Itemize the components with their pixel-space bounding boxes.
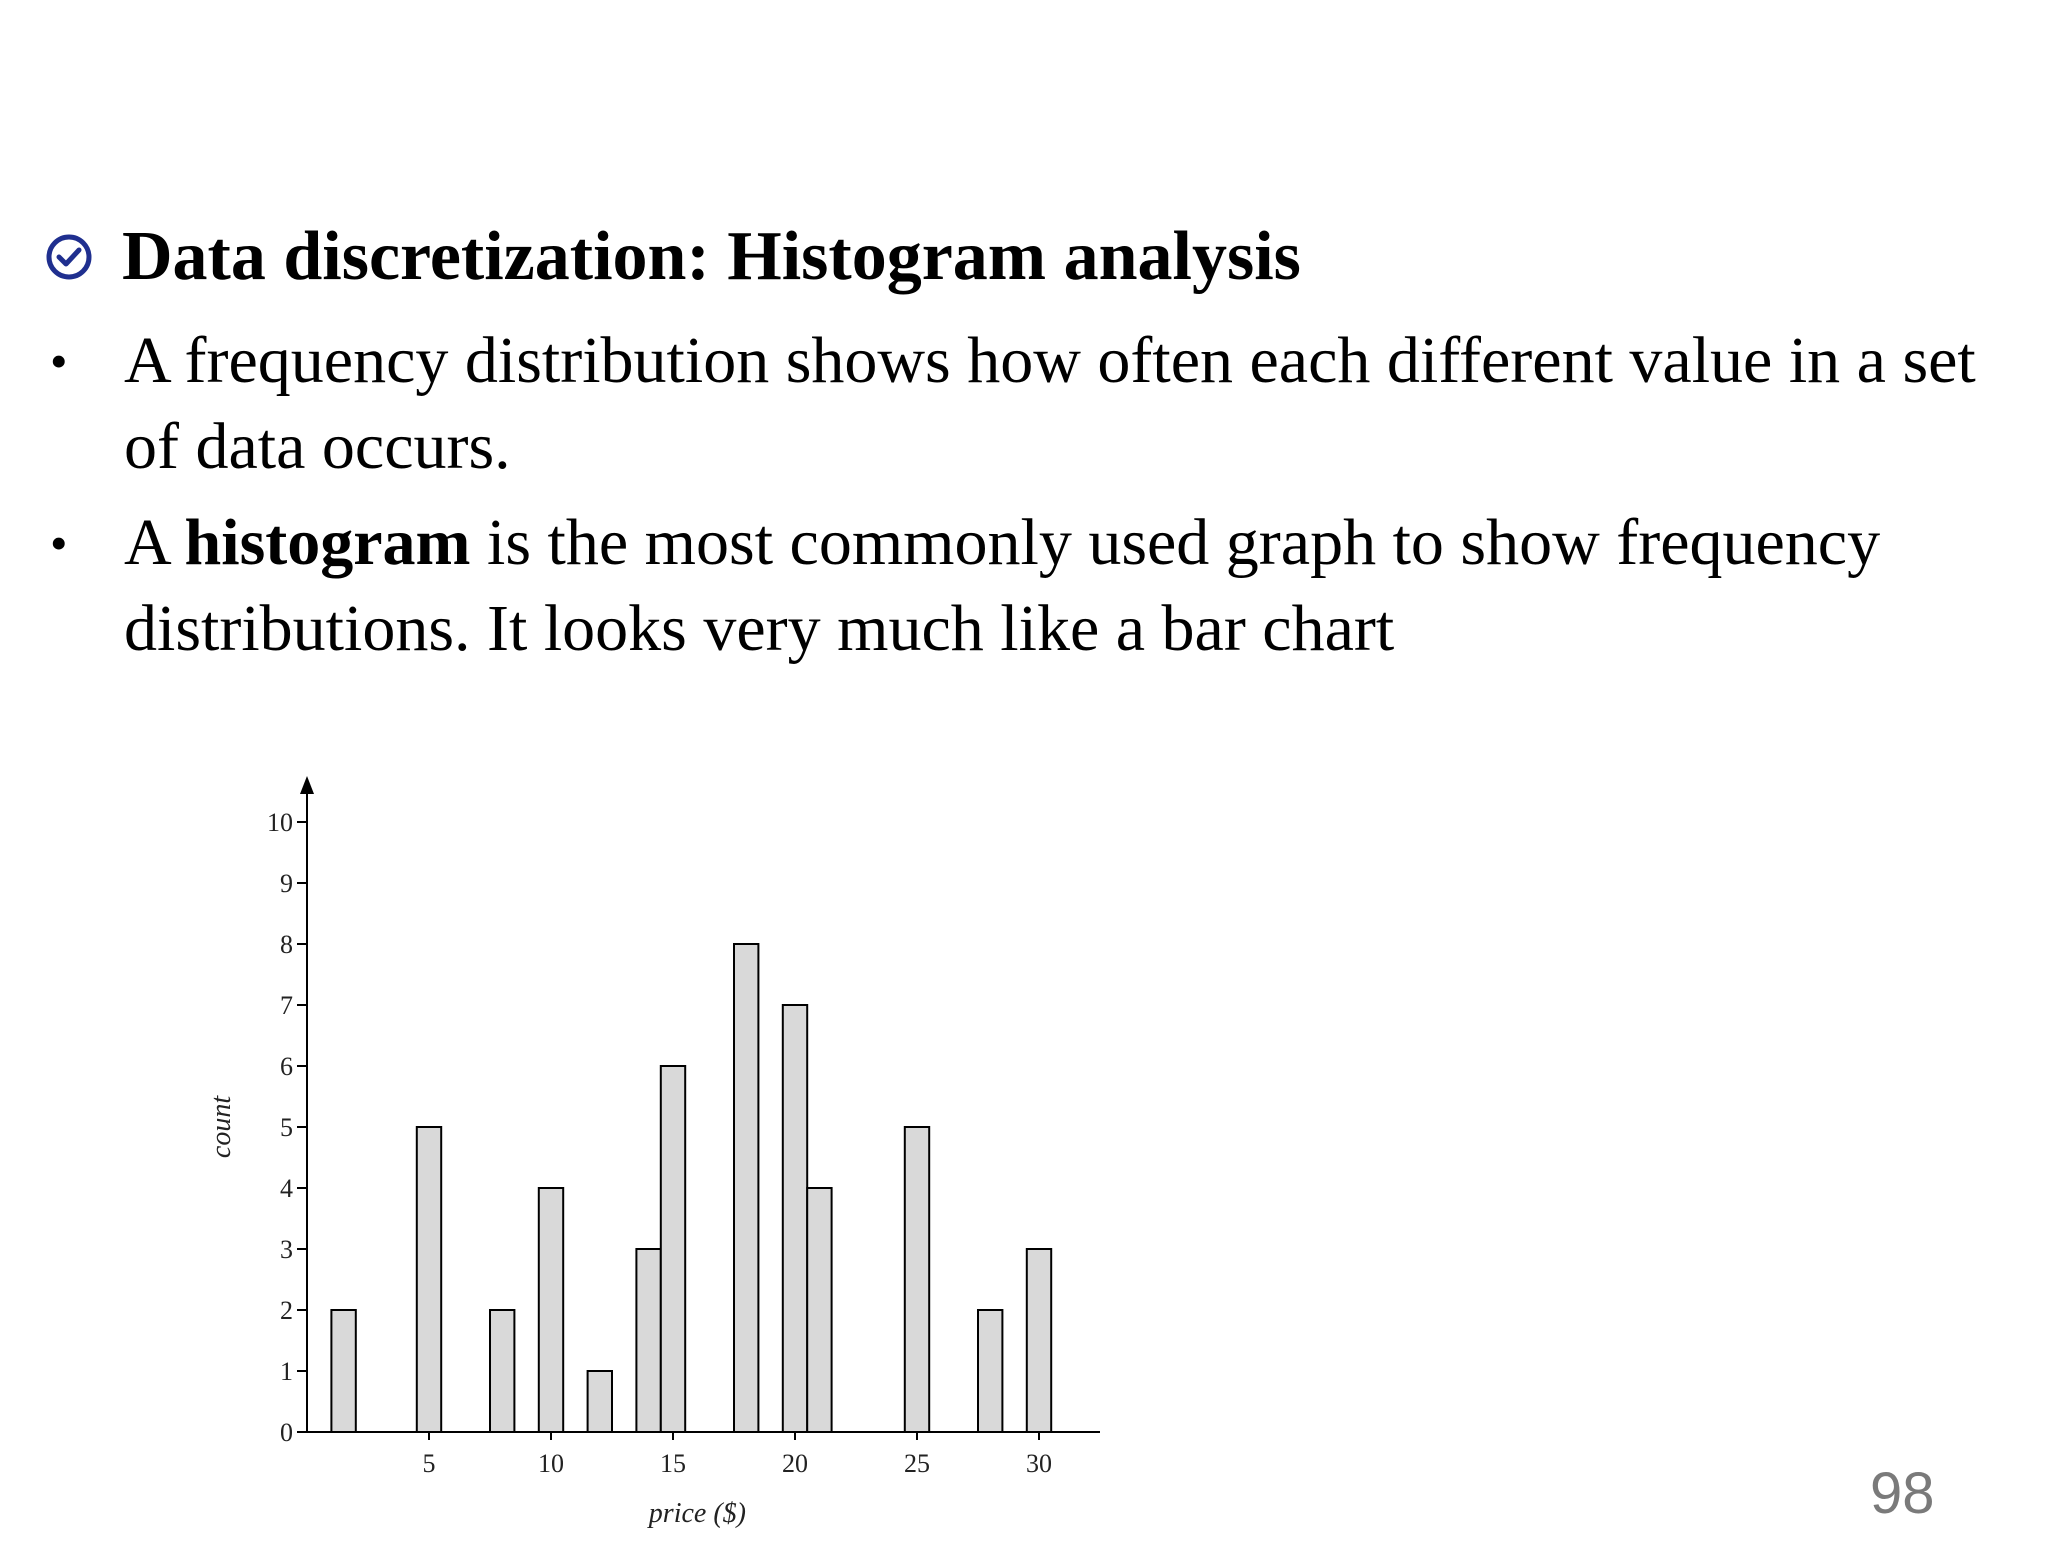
y-tick-label: 2: [280, 1296, 293, 1325]
y-tick-label: 4: [280, 1174, 293, 1203]
y-tick-label: 6: [280, 1052, 293, 1081]
y-tick-label: 10: [267, 808, 293, 837]
histogram-bar: [490, 1310, 514, 1432]
bullet-text: A frequency distribution shows how often each different value in a set of data occurs.: [124, 324, 1976, 483]
y-tick-label: 3: [280, 1235, 293, 1264]
y-tick-label: 1: [280, 1357, 293, 1386]
slide-heading: [44, 218, 1301, 295]
histogram-bar: [807, 1188, 831, 1432]
check-circle-icon: [44, 232, 94, 282]
x-tick-label: 15: [660, 1449, 686, 1478]
x-tick-label: 30: [1026, 1449, 1052, 1478]
x-tick-label: 25: [904, 1449, 930, 1478]
histogram-bar: [417, 1127, 441, 1432]
bullet-item: [44, 500, 2004, 672]
histogram-bar: [978, 1310, 1002, 1432]
histogram-bar: [734, 944, 758, 1432]
bullet-text-prefix: A: [124, 506, 185, 579]
y-tick-label: 8: [280, 930, 293, 959]
histogram-bar: [636, 1249, 660, 1432]
bullet-item: [44, 318, 2004, 490]
histogram-bar: [1027, 1249, 1051, 1432]
bullet-list: [44, 318, 2004, 682]
y-tick-label: 5: [280, 1113, 293, 1142]
bullet-dot: •: [50, 333, 68, 389]
histogram-bar: [905, 1127, 929, 1432]
y-axis-arrow: [300, 776, 314, 794]
histogram-bar: [783, 1005, 807, 1432]
histogram-bar: [588, 1371, 612, 1432]
y-tick-label: 0: [280, 1418, 293, 1447]
x-tick-label: 10: [538, 1449, 564, 1478]
y-tick-label: 7: [280, 991, 293, 1020]
histogram-bar: [661, 1066, 685, 1432]
page-number: 98: [1870, 1461, 1935, 1526]
histogram-bar: [331, 1310, 355, 1432]
bullet-bold-term: histogram: [184, 506, 471, 579]
slide-title: Data discretization: Histogram analysis: [122, 218, 1301, 295]
histogram-chart: [200, 760, 1100, 1550]
bullet-dot: •: [50, 515, 68, 571]
x-tick-label: 5: [422, 1449, 436, 1478]
y-tick-label: 9: [280, 869, 293, 898]
x-tick-label: 20: [782, 1449, 808, 1478]
x-axis-title: price ($): [648, 1498, 746, 1529]
histogram-bar: [539, 1188, 563, 1432]
bullet-text-suffix: is the most commonly used graph to show frequency distributions. It looks very much like a bar chart: [124, 506, 1881, 665]
y-axis-title: count: [206, 1095, 237, 1159]
